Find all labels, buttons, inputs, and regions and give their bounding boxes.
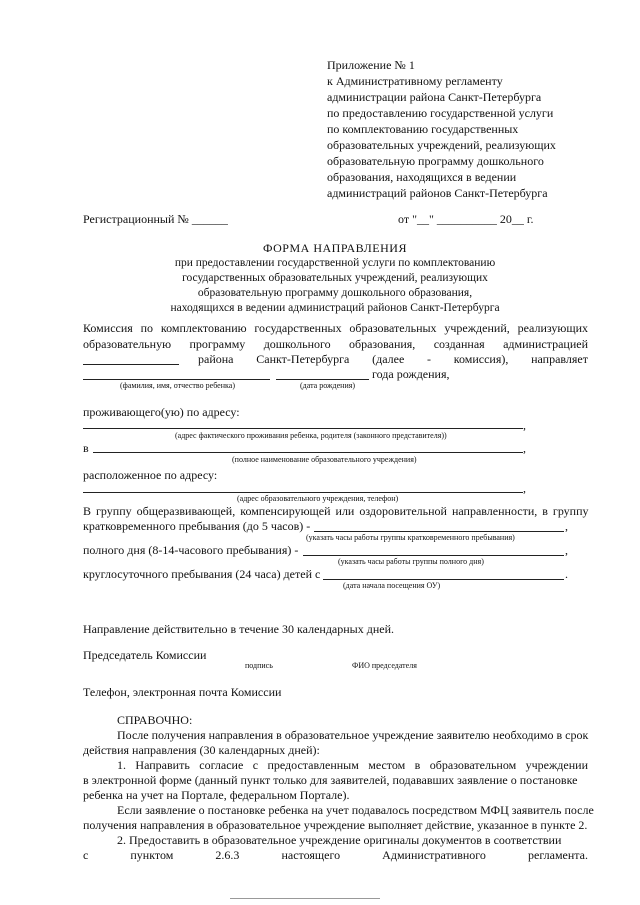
reference-line: действия направления (30 календарных дней): [83, 743, 320, 757]
birth-year-text: года рождения, [372, 367, 450, 381]
short-stay-hint: (указать часы работы группы кратковременного пребывания) [306, 533, 515, 542]
child-name-field[interactable] [83, 379, 270, 380]
institution-name-field[interactable] [93, 452, 523, 453]
appendix-line: по предоставлению государственной услуги [327, 106, 554, 120]
institution-prefix: в [83, 441, 89, 455]
signature-hint: подпись [245, 661, 273, 670]
residence-hint: (адрес фактического проживания ребенка, родителя (законного представителя)) [175, 431, 447, 440]
registration-date: от "__" __________ 20__ г. [398, 212, 534, 226]
chairman-fio-hint: ФИО председателя [352, 661, 417, 670]
full-day-hours-field[interactable] [303, 555, 564, 556]
birth-date-field[interactable] [276, 379, 369, 380]
round-clock-label: круглосуточного пребывания (24 часа) детей с [83, 567, 321, 581]
registration-number: Регистрационный № ______ [83, 212, 228, 226]
appendix-block [327, 57, 556, 201]
reference-line: Если заявление о постановке ребенка на учет подавалось посредством МФЦ заявитель после [117, 803, 594, 817]
birth-date-hint: (дата рождения) [300, 381, 356, 390]
reference-line: в электронной форме (данный пункт только для заявителей, подававших заявление о постановке [83, 773, 578, 787]
appendix-line: Приложение № 1 [327, 58, 415, 72]
reference-line: 1. Направить согласие с предоставленным местом в образовательном учреждении [117, 758, 588, 772]
commission-line: Комиссия по комплектованию государственных образовательных учреждений, реализующих [83, 321, 588, 335]
reference-line: 2. Предоставить в образовательное учреждение оригиналы документов в соответствии [117, 833, 562, 847]
residence-address-field[interactable] [83, 428, 523, 429]
form-subtitle-line: образовательную программу дошкольного образования, [197, 287, 473, 299]
short-stay-label: кратковременного пребывания (до 5 часов) - [83, 519, 311, 533]
contacts-label: Телефон, электронная почта Комиссии [83, 685, 282, 699]
institution-address-field[interactable] [83, 492, 523, 493]
validity-text: Направление действительно в течение 30 календарных дней. [83, 622, 395, 636]
reference-line: получения направления в образовательное учреждение выполняет действие, указанное в пункте 2. [83, 818, 588, 832]
appendix-line: по комплектованию государственных [327, 122, 519, 136]
attendance-start-hint: (дата начала посещения ОУ) [343, 581, 441, 590]
child-name-hint: (фамилия, имя, отчество ребенка) [120, 381, 235, 390]
residence-label: проживающего(ую) по адресу: [83, 405, 240, 419]
scan-edge-line [230, 898, 380, 899]
reference-heading: СПРАВОЧНО: [117, 713, 193, 727]
full-day-label: полного дня (8-14-часового пребывания) - [83, 543, 299, 557]
form-subtitle-line: государственных образовательных учреждений, реализующих [182, 272, 488, 284]
appendix-line: к Административному регламенту [327, 74, 503, 88]
form-title: ФОРМА НАПРАВЛЕНИЯ [263, 241, 407, 255]
appendix-line: администрации района Санкт-Петербурга [327, 90, 542, 104]
form-subtitle-line: находящихся в ведении администраций районов Санкт-Петербурга [170, 302, 500, 314]
commission-line: района Санкт-Петербурга (далее - комиссия), направляет [198, 352, 588, 366]
appendix-line: образовательных учреждений, реализующих [327, 138, 556, 152]
short-stay-hours-field[interactable] [314, 531, 564, 532]
chairman-label: Председатель Комиссии [83, 648, 207, 662]
appendix-line: администраций районов Санкт-Петербурга [327, 186, 548, 200]
reference-line: с пунктом 2.6.3 настоящего Административного регламента. [83, 848, 588, 862]
attendance-start-field[interactable] [323, 579, 564, 580]
institution-address-hint: (адрес образовательного учреждения, телефон) [237, 494, 399, 503]
reference-line: После получения направления в образовательное учреждение заявителю необходимо в срок [117, 728, 589, 742]
reference-line: ребенка на учет на Портале, федеральном Портале). [83, 788, 350, 802]
form-subtitle-line: при предоставлении государственной услуги по комплектованию [174, 257, 496, 269]
district-blank[interactable] [83, 364, 179, 365]
institution-hint: (полное наименование образовательного учреждения) [232, 455, 417, 464]
commission-line: образовательную программу дошкольного образования, созданная администрацией [83, 337, 588, 351]
located-label: расположенное по адресу: [83, 468, 218, 482]
appendix-line: образования, находящихся в ведении [327, 170, 517, 184]
full-day-hint: (указать часы работы группы полного дня) [338, 557, 484, 566]
groups-line: В группу общеразвивающей, компенсирующей или оздоровительной направленности, в группу [83, 504, 589, 518]
appendix-line: образовательную программу дошкольного [327, 154, 544, 168]
